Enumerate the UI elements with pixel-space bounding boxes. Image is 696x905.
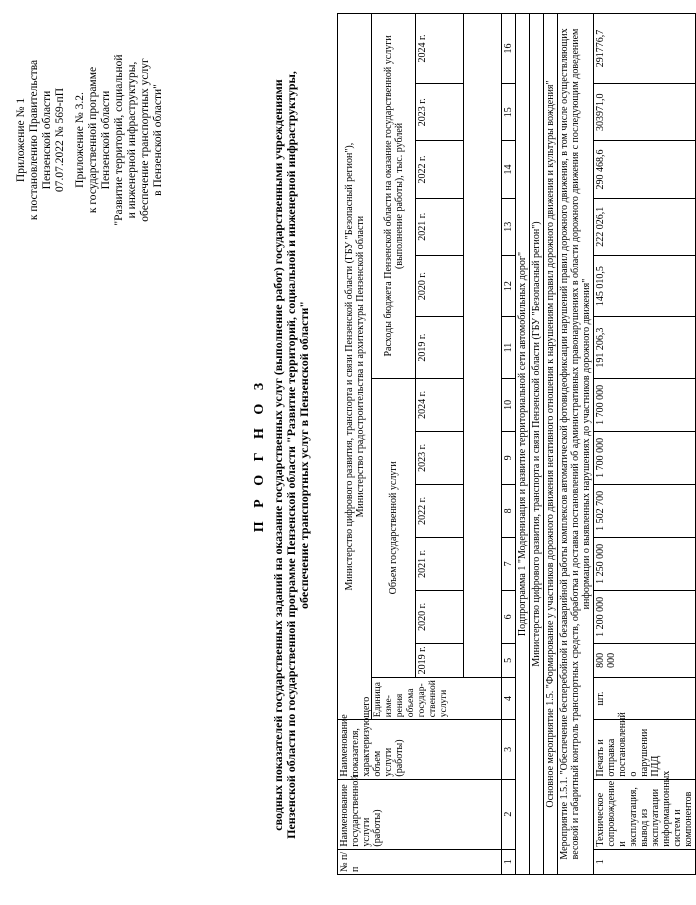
annex-line: Приложение № 1 bbox=[15, 97, 27, 183]
annex-line: Пензенской области bbox=[100, 90, 112, 190]
row-volume: 1 700 000 bbox=[594, 378, 696, 431]
annex-line: 07.07.2022 № 569-пП bbox=[54, 88, 66, 193]
annex-line: к постановлению Правительства bbox=[28, 59, 40, 221]
column-number: 13 bbox=[502, 198, 516, 255]
column-number: 6 bbox=[502, 590, 516, 643]
measure-row: Мероприятие 1.5.1. "Обеспечение бесперебойной и безаварийной работы комплексов автоматической фотовидеофиксации нарушений правил дорожного движения, в том числе осуществляющих весовой и габаритный контроль транспортных средств, обработка и доставка постановлений об административных правонарушениях в области дорожного движения с последующим доведением информации о выявленных нарушениях до участников дорожного движения" bbox=[558, 14, 594, 875]
column-number: 7 bbox=[502, 537, 516, 590]
annex-line: обеспечение транспортных услуг bbox=[139, 58, 151, 222]
row-budget: 145 010,5 bbox=[594, 255, 696, 317]
row-service-name: Техническое сопровождение и эксплуатация, вывод из эксплуатации информационных систем и компонентов bbox=[594, 779, 696, 849]
title-body: сводных показателей государственных заданий на оказание государственных услуг (выполнение работ) государственными учреждениями Пензенской области по государственной программе Пензенской области "Развитие территорий, социальной и инженерной инфраструктуры, обеспечение транспортных услуг в Пензенской области" bbox=[271, 71, 311, 839]
row-volume: 1 200 000 bbox=[594, 590, 696, 643]
row-budget: 191 206,3 bbox=[594, 317, 696, 379]
header-year-vol: 2019 г. bbox=[416, 643, 464, 677]
header-year-vol: 2024 г. bbox=[416, 378, 464, 431]
annex-line: в Пензенской области" bbox=[152, 84, 164, 196]
annex-line: Пензенской области bbox=[41, 90, 53, 190]
main-measure-row: Основное мероприятие 1.5. "Формирование у участников дорожного движения негативного отношения к нарушениям правил дорожного движения и культуры вождения" bbox=[544, 14, 558, 875]
header-budget: Расходы бюджета Пензенской области на оказание государственной услуги (выполнение работы), тыс. рублей bbox=[372, 14, 416, 379]
column-number: 2 bbox=[502, 779, 516, 849]
header-year-vol: 2022 г. bbox=[416, 484, 464, 537]
column-number: 5 bbox=[502, 643, 516, 677]
header-year-bud: 2019 г. bbox=[416, 317, 464, 379]
title-heading: П Р О Г Н О З bbox=[252, 377, 267, 533]
header-ministry bbox=[338, 14, 372, 720]
annex-block bbox=[15, 15, 165, 265]
header-service-name: Наименование государственной услуги (работы) bbox=[338, 779, 502, 849]
column-number: 11 bbox=[502, 317, 516, 379]
forecast-table bbox=[337, 13, 696, 875]
annex-line: "Развитие территорий, социальной bbox=[113, 54, 125, 226]
row-unit: шт. bbox=[594, 677, 696, 719]
header-year-bud: 2020 г. bbox=[416, 255, 464, 317]
header-ministry-2: Министерство градостроительства и архитектуры Пензенской области bbox=[354, 215, 366, 518]
header-year-vol: 2020 г. bbox=[416, 590, 464, 643]
header-year-vol: 2021 г. bbox=[416, 537, 464, 590]
header-unit: Единица изме-рения объема государ-ственной услуги bbox=[372, 677, 502, 719]
subprogram-row: Подпрограмма 1 "Модернизация и развитие территориальной сети автомобильных дорог" bbox=[516, 14, 530, 875]
column-number: 12 bbox=[502, 255, 516, 317]
header-year-bud: 2021 г. bbox=[416, 198, 464, 255]
header-ministry-1: Министерство цифрового развития, транспорта и связи Пензенской области (ГБУ "Безопасный регион"), bbox=[343, 142, 355, 591]
row-budget: 291776,7 bbox=[594, 14, 696, 84]
row-indicator: Печать и отправка постановлений о нарушении ПДД bbox=[594, 720, 696, 779]
annex-line: к государственной программе bbox=[87, 66, 99, 214]
annex-line: Приложение № 3.2. bbox=[74, 92, 86, 188]
column-number: 15 bbox=[502, 84, 516, 141]
header-volume: Объем государственной услуги bbox=[372, 378, 416, 677]
header-num: № п/п bbox=[338, 849, 502, 874]
header-year-vol: 2023 г. bbox=[416, 431, 464, 484]
row-num: 1 bbox=[594, 849, 696, 874]
header-year-bud: 2024 г. bbox=[416, 14, 464, 84]
row-budget: 222 026,1 bbox=[594, 198, 696, 255]
column-number: 8 bbox=[502, 484, 516, 537]
column-number: 4 bbox=[502, 677, 516, 719]
column-number: 9 bbox=[502, 431, 516, 484]
row-volume: 1 502 700 bbox=[594, 484, 696, 537]
row-volume: 1 250 000 bbox=[594, 537, 696, 590]
column-number: 16 bbox=[502, 14, 516, 84]
header-year-bud: 2022 г. bbox=[416, 141, 464, 198]
annex-line: и инженерной инфраструктуры, bbox=[126, 61, 138, 219]
column-number: 14 bbox=[502, 141, 516, 198]
row-volume: 1 700 000 bbox=[594, 431, 696, 484]
column-number: 10 bbox=[502, 378, 516, 431]
row-budget: 290 468,6 bbox=[594, 141, 696, 198]
header-year-bud: 2023 г. bbox=[416, 84, 464, 141]
document-title bbox=[252, 55, 310, 855]
column-number: 1 bbox=[502, 849, 516, 874]
header-indicator: Наименование показателя, характеризующего объем услуги (работы) bbox=[338, 720, 502, 779]
table-row bbox=[594, 14, 696, 875]
row-budget: 303971,0 bbox=[594, 84, 696, 141]
column-number: 3 bbox=[502, 720, 516, 779]
header-spacer bbox=[464, 14, 502, 678]
row-volume: 800 000 bbox=[594, 643, 696, 677]
ministry-row: Министерство цифрового развития, транспорта и связи Пензенской области (ГБУ "Безопасный регион") bbox=[530, 14, 544, 875]
